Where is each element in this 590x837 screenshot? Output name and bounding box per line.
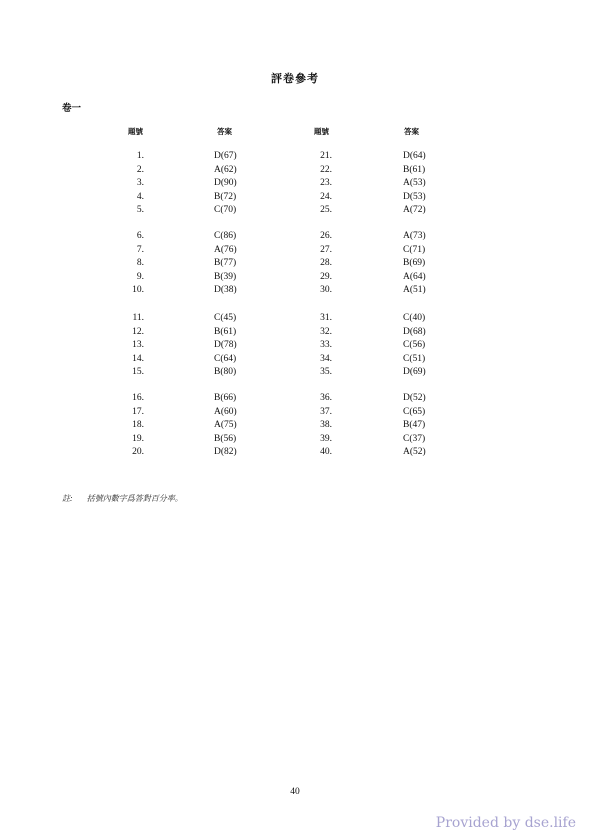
question-number: 10. — [132, 285, 144, 295]
answer-cell: A(51) — [403, 285, 426, 295]
answer-cell: A(53) — [403, 178, 426, 188]
question-number: 24. — [320, 191, 332, 202]
answer-cell: C(51) — [403, 353, 426, 364]
header-answer-right: 答案 — [404, 127, 419, 136]
question-number: 28. — [320, 258, 332, 268]
table-row — [0, 326, 590, 339]
table-row — [0, 191, 590, 204]
question-number: 22. — [320, 164, 332, 175]
answer-cell: A(62) — [214, 164, 237, 175]
question-number: 17. — [132, 406, 144, 417]
question-number: 26. — [320, 231, 332, 241]
answer-cell: A(60) — [214, 406, 237, 417]
question-number: 4. — [136, 191, 144, 202]
table-row — [0, 150, 590, 163]
question-number: 39. — [320, 433, 332, 444]
question-number: 33. — [320, 340, 332, 350]
question-number: 32. — [320, 326, 332, 337]
answer-cell: D(38) — [214, 285, 237, 295]
header-question-left: 題號 — [128, 127, 143, 136]
question-number: 8. — [136, 258, 144, 268]
question-number: 36. — [320, 393, 332, 403]
answer-cell: B(80) — [214, 367, 237, 377]
question-number: 12. — [132, 326, 144, 337]
answer-cell: B(69) — [403, 258, 426, 268]
question-number: 35. — [320, 367, 332, 377]
question-number: 9. — [136, 271, 144, 282]
answer-cell: C(65) — [403, 406, 426, 417]
table-row — [0, 230, 590, 243]
answer-cell: B(39) — [214, 271, 237, 282]
question-number: 2. — [136, 164, 144, 175]
answer-cell: A(72) — [403, 205, 426, 215]
answer-cell: B(47) — [403, 420, 426, 430]
footnote-text: 括號內數字爲答對百分率。 — [86, 494, 183, 503]
table-row — [0, 284, 590, 297]
question-number: 5. — [136, 205, 144, 215]
answer-cell: B(72) — [214, 191, 237, 202]
answer-cell: B(66) — [214, 393, 237, 403]
question-number: 19. — [132, 433, 144, 444]
table-row — [0, 164, 590, 177]
header-question-right: 題號 — [314, 127, 329, 136]
question-number: 16. — [132, 393, 144, 403]
answer-cell: D(69) — [403, 367, 426, 377]
question-number: 25. — [320, 205, 332, 215]
answer-cell: A(76) — [214, 244, 237, 255]
table-row — [0, 406, 590, 419]
question-number: 14. — [132, 353, 144, 364]
question-number: 6. — [136, 231, 144, 241]
question-number: 20. — [132, 447, 144, 457]
answer-cell: B(61) — [403, 164, 426, 175]
answer-cell: D(67) — [214, 151, 237, 161]
question-number: 7. — [136, 244, 144, 255]
answer-cell: C(37) — [403, 433, 426, 444]
table-row — [0, 244, 590, 257]
answer-cell: C(56) — [403, 340, 426, 350]
answer-cell: D(78) — [214, 340, 237, 350]
answer-cell: A(52) — [403, 447, 426, 457]
answer-cell: D(90) — [214, 178, 237, 188]
table-row — [0, 312, 590, 325]
answer-cell: A(64) — [403, 271, 426, 282]
answer-cell: C(45) — [214, 313, 237, 323]
page-title: 評卷參考 — [271, 72, 319, 85]
table-row — [0, 339, 590, 352]
answer-cell: D(68) — [403, 326, 426, 337]
table-row — [0, 353, 590, 366]
table-row — [0, 271, 590, 284]
question-number: 3. — [136, 178, 144, 188]
question-number: 29. — [320, 271, 332, 282]
question-number: 15. — [132, 367, 144, 377]
table-row — [0, 392, 590, 405]
table-row — [0, 446, 590, 459]
table-row — [0, 204, 590, 217]
header-answer-left: 答案 — [217, 127, 232, 136]
question-number: 40. — [320, 447, 332, 457]
footnote-label: 註: — [62, 494, 73, 503]
table-row — [0, 419, 590, 432]
answer-cell: C(64) — [214, 353, 237, 364]
question-number: 11. — [132, 313, 144, 323]
answer-cell: D(82) — [214, 447, 237, 457]
answer-cell: A(75) — [214, 420, 237, 430]
answer-cell: D(53) — [403, 191, 426, 202]
table-row — [0, 177, 590, 190]
answer-cell: B(77) — [214, 258, 237, 268]
answer-cell: C(70) — [214, 205, 237, 215]
question-number: 37. — [320, 406, 332, 417]
question-number: 1. — [136, 151, 144, 161]
question-number: 34. — [320, 353, 332, 364]
footnote — [62, 493, 183, 504]
question-number: 27. — [320, 244, 332, 255]
question-number: 30. — [320, 285, 332, 295]
answer-cell: D(52) — [403, 393, 426, 403]
question-number: 23. — [320, 178, 332, 188]
answer-cell: D(64) — [403, 151, 426, 161]
table-row — [0, 366, 590, 379]
page-number: 40 — [290, 787, 300, 797]
answer-cell: B(56) — [214, 433, 237, 444]
paper-label: 卷一 — [62, 103, 82, 114]
answer-cell: C(86) — [214, 231, 237, 241]
question-number: 31. — [320, 313, 332, 323]
answer-cell: C(71) — [403, 244, 426, 255]
question-number: 18. — [132, 420, 144, 430]
question-number: 38. — [320, 420, 332, 430]
answer-cell: B(61) — [214, 326, 237, 337]
credit-watermark[interactable]: Provided by dse.life — [435, 815, 576, 831]
answer-cell: A(73) — [403, 231, 426, 241]
question-number: 13. — [132, 340, 144, 350]
answer-cell: C(40) — [403, 313, 426, 323]
table-row — [0, 433, 590, 446]
table-row — [0, 257, 590, 270]
question-number: 21. — [320, 151, 332, 161]
